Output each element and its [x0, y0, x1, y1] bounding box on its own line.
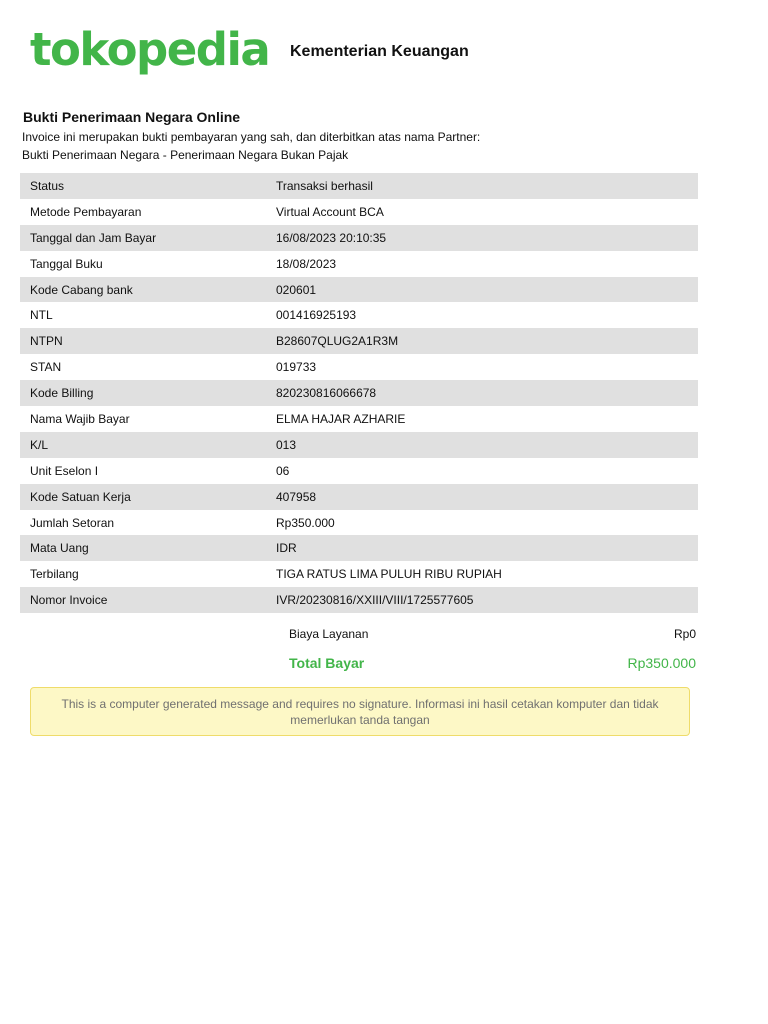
detail-label: Kode Billing	[30, 386, 94, 401]
detail-label: Status	[30, 178, 65, 193]
detail-row-currency	[20, 535, 698, 561]
detail-row-status	[20, 173, 698, 199]
detail-value: IVR/20230816/XXIII/VIII/1725577605	[276, 593, 474, 608]
service-fee-label: Biaya Layanan	[289, 627, 369, 641]
detail-label: NTPN	[30, 334, 63, 349]
detail-value: Virtual Account BCA	[276, 204, 384, 219]
detail-row-amount-in-words	[20, 561, 698, 587]
detail-row-payer-name	[20, 406, 698, 432]
detail-label: Nomor Invoice	[30, 593, 108, 608]
detail-row-invoice-number	[20, 587, 698, 613]
detail-label: Tanggal dan Jam Bayar	[30, 230, 157, 245]
detail-label: Tanggal Buku	[30, 256, 103, 271]
detail-value: 16/08/2023 20:10:35	[276, 230, 387, 245]
detail-row-deposit-amount	[20, 510, 698, 536]
detail-value: 013	[276, 437, 297, 452]
detail-value: Transaksi berhasil	[276, 178, 373, 193]
detail-label: K/L	[30, 437, 49, 452]
detail-value: 001416925193	[276, 308, 357, 323]
detail-label: Metode Pembayaran	[30, 204, 142, 219]
service-fee-value: Rp0	[673, 627, 696, 641]
payment-details-table	[20, 173, 698, 613]
total-value: Rp350.000	[627, 655, 696, 671]
detail-row-payment-datetime	[20, 225, 698, 251]
detail-value: 020601	[276, 282, 317, 297]
detail-label: Terbilang	[30, 567, 79, 582]
detail-row-payment-method	[20, 199, 698, 225]
detail-row-kl	[20, 432, 698, 458]
detail-value: 820230816066678	[276, 386, 377, 401]
detail-value: B28607QLUG2A1R3M	[276, 334, 399, 349]
total-label: Total Bayar	[289, 655, 365, 671]
detail-value: 407958	[276, 489, 317, 504]
detail-label: Kode Satuan Kerja	[30, 489, 131, 504]
detail-label: Jumlah Setoran	[30, 515, 115, 530]
detail-label: Kode Cabang bank	[30, 282, 133, 297]
document-description-line2: Bukti Penerimaan Negara - Penerimaan Negara Bukan Pajak	[22, 148, 349, 162]
detail-row-work-unit-code	[20, 484, 698, 510]
detail-label: Nama Wajib Bayar	[30, 411, 130, 426]
detail-label: STAN	[30, 360, 62, 375]
detail-row-unit-eselon	[20, 458, 698, 484]
notice-text: This is a computer generated message and requires no signature. Informasi ini hasil cetakan komputer dan tidak memerlukan tanda tangan	[61, 697, 659, 727]
detail-value: 06	[276, 463, 290, 478]
detail-value: ELMA HAJAR AZHARIE	[276, 411, 406, 426]
detail-row-stan	[20, 354, 698, 380]
document-title: Bukti Penerimaan Negara Online	[23, 109, 241, 125]
detail-row-bank-branch-code	[20, 277, 698, 303]
computer-generated-notice	[30, 687, 690, 736]
detail-value: Rp350.000	[276, 515, 335, 530]
tokopedia-logo: tokopedia	[30, 23, 270, 76]
detail-value: TIGA RATUS LIMA PULUH RIBU RUPIAH	[276, 567, 502, 582]
document-description-line1: Invoice ini merupakan bukti pembayaran yang sah, dan diterbitkan atas nama Partner:	[22, 130, 481, 144]
detail-row-ntpn	[20, 328, 698, 354]
partner-name: Kementerian Keuangan	[290, 43, 469, 60]
detail-row-billing-code	[20, 380, 698, 406]
detail-label: Unit Eselon I	[30, 463, 99, 478]
detail-value: IDR	[276, 541, 297, 556]
detail-label: NTL	[30, 308, 53, 323]
detail-label: Mata Uang	[30, 541, 89, 556]
detail-value: 18/08/2023	[276, 256, 337, 271]
detail-row-book-date	[20, 251, 698, 277]
detail-value: 019733	[276, 360, 317, 375]
detail-row-ntl	[20, 302, 698, 328]
